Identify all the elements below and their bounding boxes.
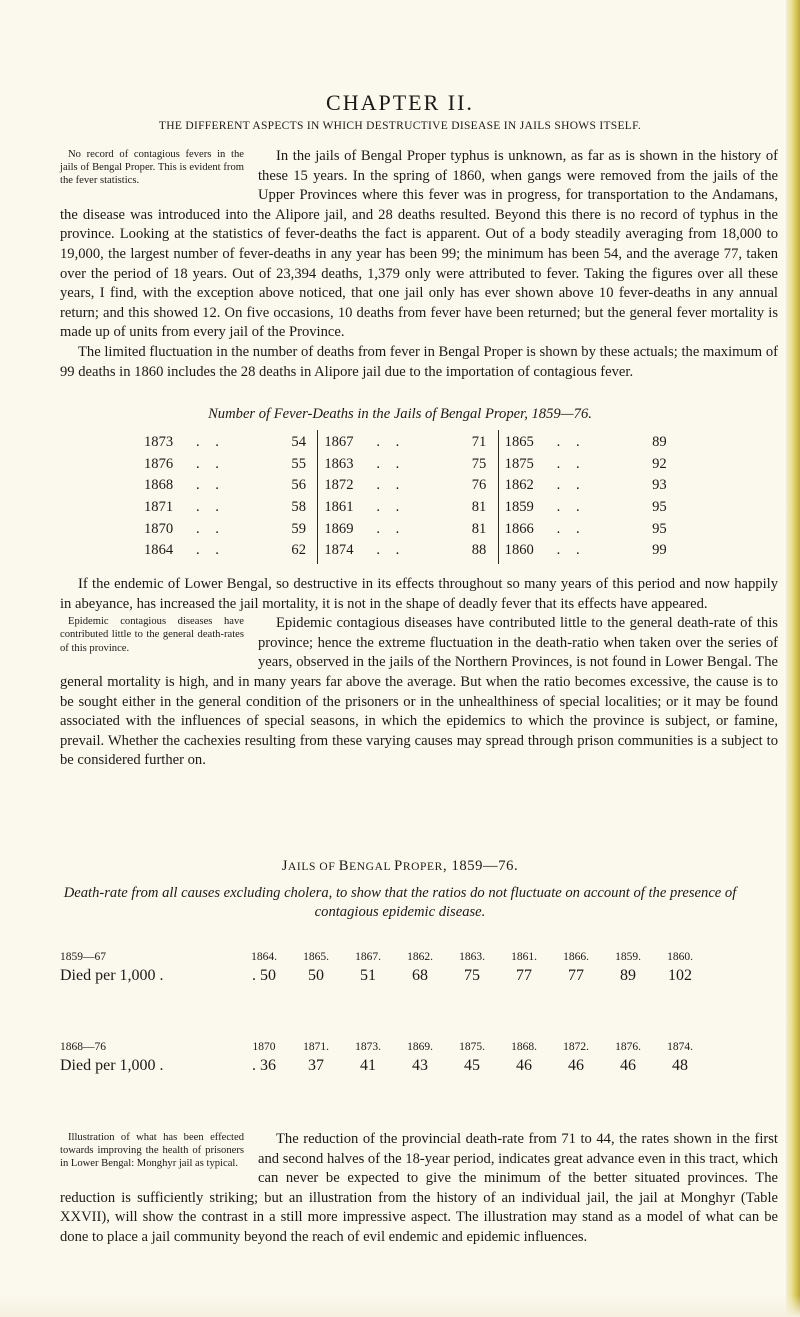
fever-count: 89	[652, 434, 667, 451]
leader-dots: . .	[196, 434, 225, 451]
rate-year: 1868.	[511, 1041, 537, 1053]
fever-table-row	[138, 475, 317, 497]
rate-year: 1876.	[615, 1041, 641, 1053]
fever-year: 1865	[504, 434, 534, 451]
fever-table-row	[499, 497, 678, 519]
fever-count: 54	[291, 434, 306, 451]
fever-deaths-table	[138, 430, 678, 564]
fever-year: 1864	[144, 542, 174, 559]
rate-year: 1873.	[355, 1041, 381, 1053]
death-rate-block	[60, 1041, 760, 1075]
fever-count: 71	[471, 434, 487, 451]
leader-dots: . .	[376, 477, 406, 494]
rate-year: 1865.	[303, 951, 329, 963]
leader-dots: . .	[196, 520, 225, 537]
fever-count: 95	[652, 499, 667, 516]
leader-dots: . .	[556, 455, 586, 472]
fever-count: 55	[291, 455, 306, 472]
leader-dots: . .	[376, 434, 406, 451]
fever-count: 88	[471, 542, 487, 559]
fever-table-column	[138, 430, 317, 564]
rate-value: 51	[360, 967, 376, 984]
rate-value: 45	[464, 1057, 480, 1074]
rate-label: Died per 1,000 .	[60, 1057, 164, 1074]
page-edge-shadow	[786, 0, 800, 1317]
section-reduction	[60, 1130, 778, 1248]
rate-value: 75	[464, 967, 480, 984]
rate-value: 46	[516, 1057, 532, 1074]
fever-year: 1872	[324, 477, 354, 494]
fever-year: 1867	[324, 434, 354, 451]
fever-count: 75	[471, 455, 487, 472]
rate-period: 1859—67	[60, 951, 106, 963]
fever-table-row	[138, 540, 317, 562]
fever-year: 1874	[324, 542, 354, 559]
fever-year: 1871	[144, 499, 174, 516]
fever-table-title: Number of Fever-Deaths in the Jails of Bengal Proper, 1859—76.	[208, 406, 592, 422]
leader-dots: . .	[556, 520, 586, 537]
rate-year: 1862.	[407, 951, 433, 963]
leader-dots: . .	[196, 455, 225, 472]
paragraph-reduction	[60, 1130, 778, 1248]
rate-label: Died per 1,000 .	[60, 967, 164, 984]
rate-value: 46	[620, 1057, 636, 1074]
fever-table-row	[499, 432, 678, 454]
leader-dots: . .	[376, 542, 406, 559]
fever-year: 1876	[144, 455, 174, 472]
rate-year: 1871.	[303, 1041, 329, 1053]
paragraph-epidemic	[60, 614, 778, 771]
fever-year: 1860	[504, 542, 534, 559]
fever-count: 81	[471, 520, 487, 537]
fever-table-row	[138, 432, 317, 454]
rate-value: . 50	[252, 967, 276, 984]
fever-table-row	[499, 454, 678, 476]
rate-value: 43	[412, 1057, 428, 1074]
leader-dots: . .	[556, 477, 586, 494]
fever-year: 1868	[144, 477, 174, 494]
margin-note-contagious-fevers: No record of contagious fevers in the jails of Bengal Proper. This is evident from the fever statistics.	[60, 149, 244, 187]
fever-table-row	[138, 454, 317, 476]
rate-year: 1859.	[615, 951, 641, 963]
jails-section-title: JAILS OF BENGAL PROPER, 1859—76.	[281, 858, 519, 874]
page-bottom-fade	[0, 1295, 800, 1317]
paragraph-endemic: If the endemic of Lower Bengal, so destructive in its effects throughout so many years of this period and now happily in abeyance, has increased the jail mortality, it is not in the shape of deadly fever that its effects have appeared.	[60, 576, 778, 612]
fever-year: 1870	[144, 520, 174, 537]
fever-year: 1859	[504, 499, 534, 516]
rate-year: 1870	[252, 1041, 276, 1053]
rate-year: 1863.	[459, 951, 485, 963]
fever-year: 1862	[504, 477, 534, 494]
rate-year: 1869.	[407, 1041, 433, 1053]
fever-year: 1861	[324, 499, 354, 516]
fever-count: 59	[291, 520, 306, 537]
fever-table-row	[499, 475, 678, 497]
rate-years-row	[60, 951, 760, 963]
chapter-subtitle: THE DIFFERENT ASPECTS IN WHICH DESTRUCTIVE DISEASE IN JAILS SHOWS ITSELF.	[158, 120, 642, 132]
rate-values-row	[60, 965, 760, 985]
fever-table-row	[499, 540, 678, 562]
leader-dots: . .	[376, 455, 406, 472]
rate-year: 1867.	[355, 951, 381, 963]
rate-year: 1874.	[667, 1041, 693, 1053]
paragraph-fluctuation: The limited fluctuation in the number of deaths from fever in Bengal Proper is shown by these actuals; the maximum of 99 deaths in 1860 includes the 28 deaths in Alipore jail due to the importation of contagious fever.	[60, 343, 778, 380]
rate-value: 46	[568, 1057, 584, 1074]
section-endemic	[60, 575, 778, 771]
fever-table-column	[317, 430, 497, 564]
rate-value: 48	[672, 1057, 688, 1074]
fever-year: 1873	[144, 434, 174, 451]
fever-year: 1866	[504, 520, 534, 537]
fever-table-row	[318, 475, 497, 497]
fever-count: 95	[652, 520, 667, 537]
leader-dots: . .	[376, 499, 406, 516]
death-rate-caption: Death-rate from all causes excluding cholera, to show that the ratios do not fluctuate on account of the presence of contagious epidemic disease.	[63, 885, 737, 920]
paragraph-epidemic-text: Epidemic contagious diseases have contributed little to the general death-rate of this province; hence the extreme fluctuation in the death-ratio when taken over the series of years, observed in the jails of the Northern Provinces, is not found in Lower Bengal. The general mortality is high, and in many years far above the average. But when the ratio becomes excessive, the cause is to be sought either in the general condition of the prisoners or in the unhealthiness of special localities; or it may be found associated with the influences of special seasons, in which the epidemics to which the province is subject, or famine, prevail. Whether the cachexies resulting from these varying causes may spread through prison communities is a subject to be considered further on.	[60, 615, 778, 769]
rate-year: 1861.	[511, 951, 537, 963]
paragraph-typhus-text: In the jails of Bengal Proper typhus is unknown, as far as is shown in the history of these 15 years. In the spring of 1860, when gangs were removed from the jails of the Upper Provinces where this fever was in progress, for transportation to the Andamans, the disease was introduced into the Alipore jail, and 28 deaths resulted. Beyond this there is no record of typhus in the province. Looking at the statistics of fever-deaths the fact is apparent. Out of a body steadily averaging from 18,000 to 19,000, the largest number of fever-deaths in any year has been 99; the minimum has been 54, and the average 77, taken over the period of 18 years. Out of 23,394 deaths, 1,379 only were attributed to fever. Taking the figures over all these years, I find, with the exception above noticed, that one jail only has ever shown above 10 fever-deaths in any annual return; and this showed 12. On five occasions, 10 deaths from fever have been returned; but the general fever mortality is made up of units from every jail of the Province.	[60, 148, 778, 341]
leader-dots: . .	[196, 477, 225, 494]
fever-count: 56	[291, 477, 306, 494]
margin-note-epidemic: Epidemic contagious diseases have contributed little to the general death-rates of this province.	[60, 616, 244, 654]
rate-period: 1868—76	[60, 1041, 106, 1053]
fever-table-row	[318, 454, 497, 476]
death-rate-block	[60, 951, 760, 985]
fever-year: 1863	[324, 455, 354, 472]
fever-count: 76	[471, 477, 487, 494]
rate-year: 1875.	[459, 1041, 485, 1053]
fever-year: 1869	[324, 520, 354, 537]
fever-table-row	[318, 540, 497, 562]
rate-value: 77	[516, 967, 532, 984]
rate-value: 37	[308, 1057, 324, 1074]
fever-table-row	[138, 497, 317, 519]
leader-dots: . .	[376, 520, 406, 537]
rate-value: 68	[412, 967, 428, 984]
fever-count: 81	[471, 499, 487, 516]
fever-count: 92	[652, 455, 667, 472]
fever-count: 93	[652, 477, 667, 494]
fever-count: 99	[652, 542, 667, 559]
rate-value: 41	[360, 1057, 376, 1074]
leader-dots: . .	[196, 542, 225, 559]
fever-table-row	[318, 432, 497, 454]
section-intro	[60, 147, 778, 382]
rate-value: 89	[620, 967, 636, 984]
rate-value: 77	[568, 967, 584, 984]
rate-year: 1866.	[563, 951, 589, 963]
rate-values-row	[60, 1055, 760, 1075]
leader-dots: . .	[556, 499, 586, 516]
fever-table-row	[318, 518, 497, 540]
leader-dots: . .	[556, 542, 586, 559]
rate-value: 102	[668, 967, 692, 984]
paragraph-typhus	[60, 147, 778, 343]
fever-table-row	[138, 518, 317, 540]
fever-count: 58	[291, 499, 306, 516]
rate-year: 1864.	[251, 951, 277, 963]
fever-year: 1875	[504, 455, 534, 472]
paragraph-reduction-text: The reduction of the provincial death-rate from 71 to 44, the rates shown in the first and second halves of the 18-year period, indicates great advance even in this tract, which can never be expected to give the minimum of the better situated provinces. The reduction is sufficiently striking; but an illustration from the history of an individual jail, the jail at Monghyr (Table XXVII), will show the contrast in a still more impressive aspect. The illustration may stand as a model of what can be done to place a jail community beyond the reach of evil endemic and epidemic influences.	[60, 1131, 778, 1245]
rate-year: 1860.	[667, 951, 693, 963]
chapter-heading: CHAPTER II.	[326, 90, 474, 115]
rate-value: 50	[308, 967, 324, 984]
rate-value: . 36	[252, 1057, 276, 1074]
fever-count: 62	[291, 542, 306, 559]
rate-years-row	[60, 1041, 760, 1053]
leader-dots: . .	[556, 434, 586, 451]
rate-year: 1872.	[563, 1041, 589, 1053]
fever-table-column	[498, 430, 678, 564]
leader-dots: . .	[196, 499, 225, 516]
fever-table-row	[318, 497, 497, 519]
fever-table-row	[499, 518, 678, 540]
margin-note-monghyr: Illustration of what has been effected towards improving the health of prisoners in Lower Bengal: Monghyr jail as typical.	[60, 1132, 244, 1170]
